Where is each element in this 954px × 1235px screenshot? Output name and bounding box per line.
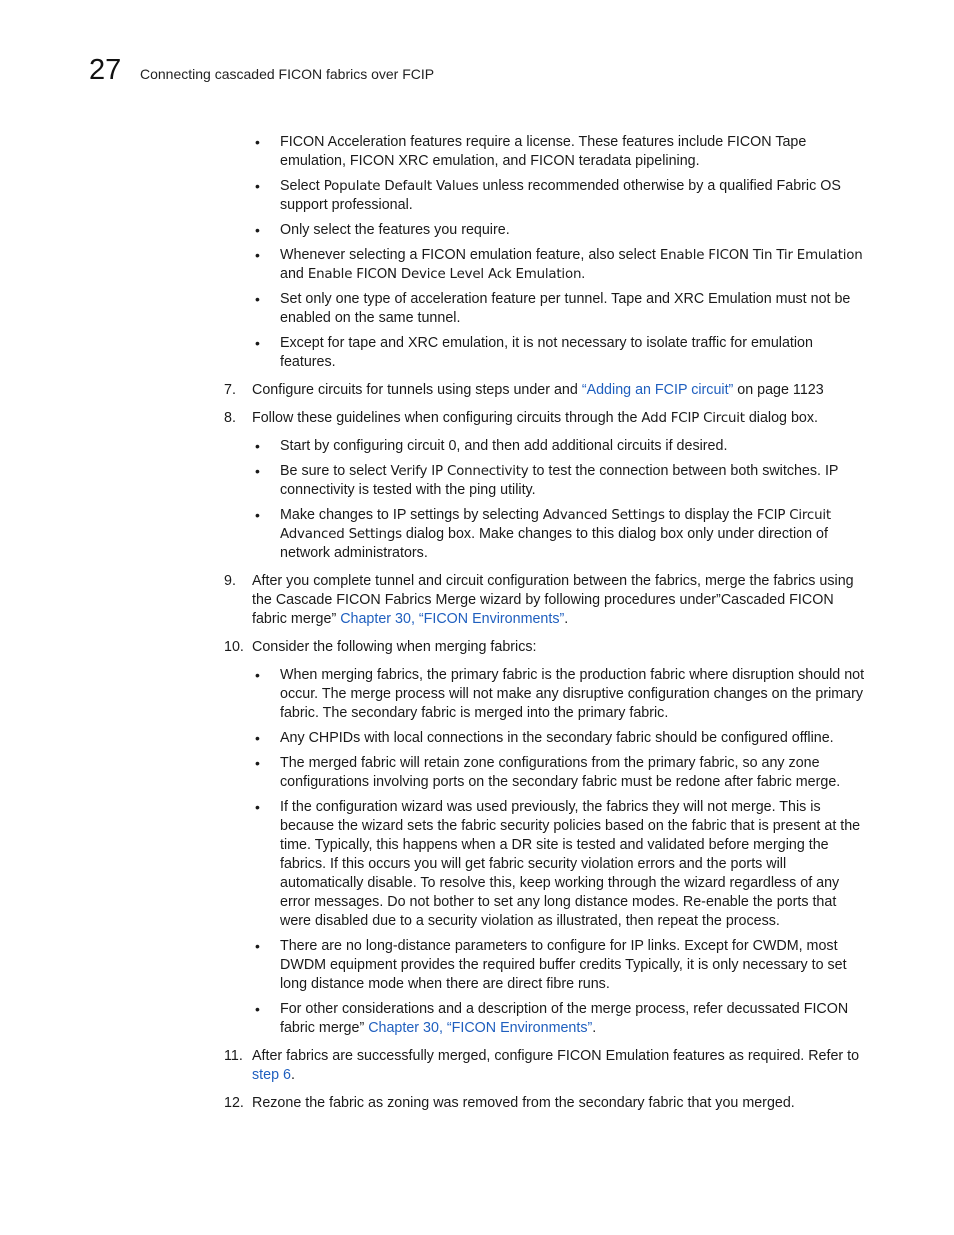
ui-term: Enable FICON Device Level Ack Emulation bbox=[307, 267, 582, 282]
list-item: • FICON Acceleration features require a license. These features include FICON Tape emulation, FICON XRC emulation, and FICON teradata pipelining. bbox=[224, 133, 870, 171]
step-8: 8. Follow these guidelines when configuring circuits through the Add FCIP Circuit dialog box. bbox=[224, 410, 818, 426]
ui-term: Populate Default Values bbox=[323, 179, 479, 194]
ui-term: Verify IP Connectivity bbox=[390, 464, 529, 479]
step-number: 9. bbox=[224, 573, 236, 589]
list-item: • The merged fabric will retain zone configurations from the primary fabric, so any zone configurations involving ports on the secondary fabric must be redone after fabric merge. bbox=[224, 754, 870, 792]
list-item: • Whenever selecting a FICON emulation feature, also select Enable FICON Tin Tir Emulation and Enable FICON Device Level Ack Emulation. bbox=[224, 246, 870, 284]
list-item: • Only select the features you require. bbox=[224, 221, 870, 240]
list-item: • When merging fabrics, the primary fabric is the production fabric where disruption should not occur. The merge process will not make any disruptive configuration changes on the primary fabric. The secondary fabric is merged into the primary fabric. bbox=[224, 666, 870, 723]
chapter-number: 27 bbox=[89, 54, 122, 86]
step-number: 7. bbox=[224, 382, 236, 398]
cross-reference-link[interactable]: “Adding an FCIP circuit” bbox=[581, 382, 734, 398]
list-item: • Any CHPIDs with local connections in the secondary fabric should be configured offline. bbox=[224, 729, 870, 748]
step-7: 7. Configure circuits for tunnels using steps under and “Adding an FCIP circuit” on page 1123 bbox=[224, 382, 824, 398]
step-9: 9. After you complete tunnel and circuit configuration between the fabrics, merge the fabrics using the Cascade FICON Fabrics Merge wizard by following procedures under”Cascaded FICON fabric merge” Chapter 30, “FICON Environments”. bbox=[224, 573, 854, 627]
chapter-title: Connecting cascaded FICON fabrics over FCIP bbox=[140, 66, 435, 82]
cross-reference-link[interactable]: Chapter 30, “FICON Environments” bbox=[340, 611, 565, 627]
step-number: 10. bbox=[224, 639, 244, 655]
ui-term: Enable FICON Tin Tir Emulation bbox=[659, 248, 863, 263]
step-link[interactable]: step 6 bbox=[252, 1067, 291, 1083]
step-11: 11. After fabrics are successfully merged, configure FICON Emulation features as required. Refer to step 6. bbox=[224, 1048, 860, 1083]
ui-term: Advanced Settings bbox=[542, 508, 665, 523]
list-item: • Make changes to IP settings by selecting Advanced Settings to display the FCIP Circuit Advanced Settings dialog box. Make changes to this dialog box only under direction of network administrators. bbox=[224, 506, 870, 563]
step-10: 10. Consider the following when merging fabrics: bbox=[224, 639, 537, 655]
bullet-list-acceleration bbox=[224, 133, 870, 372]
list-item: • Set only one type of acceleration feature per tunnel. Tape and XRC Emulation must not be enabled on the same tunnel. bbox=[224, 290, 870, 328]
step-12: 12. Rezone the fabric as zoning was removed from the secondary fabric that you merged. bbox=[224, 1095, 795, 1111]
list-item: • There are no long-distance parameters to configure for IP links. Except for CWDM, most DWDM equipment provides the required buffer credits Typically, it is only necessary to set long distance mode when there are direct fibre runs. bbox=[224, 937, 870, 994]
list-item: • Select Populate Default Values unless recommended otherwise by a qualified Fabric OS support professional. bbox=[224, 177, 870, 215]
list-item: • Except for tape and XRC emulation, it is not necessary to isolate traffic for emulation features. bbox=[224, 334, 870, 372]
step-number: 12. bbox=[224, 1095, 244, 1111]
step-number: 11. bbox=[224, 1048, 243, 1064]
list-item: • Be sure to select Verify IP Connectivity to test the connection between both switches. IP connectivity is tested with the ping utility. bbox=[224, 462, 870, 500]
list-item: • Start by configuring circuit 0, and then add additional circuits if desired. bbox=[224, 437, 870, 456]
list-item: • If the configuration wizard was used previously, the fabrics they will not merge. This is because the wizard sets the fabric security policies based on the fabric that is present at the time. Typically, this happens when a DR site is tested and validated before merging the fabrics. If this occurs you will get fabric security violation errors and the ports will automatically disable. To resolve this, keep working through the wizard regardless of any error messages. Do not bother to set any long distance modes. Re-enable the ports that were disabled due to a security violation as illustrated, then repeat the process. bbox=[224, 798, 870, 931]
ui-term: Add FCIP Circuit bbox=[641, 411, 745, 426]
list-item: • For other considerations and a description of the merge process, refer decussated FICON fabric merge” Chapter 30, “FICON Environments”. bbox=[224, 1000, 870, 1038]
document-body bbox=[224, 133, 870, 1122]
ui-term: FCIP Circuit Advanced Settings bbox=[280, 508, 831, 542]
bullet-list-circuits bbox=[224, 437, 870, 563]
bullet-list-merge bbox=[224, 666, 870, 1038]
step-number: 8. bbox=[224, 410, 236, 426]
cross-reference-link[interactable]: Chapter 30, “FICON Environments” bbox=[368, 1020, 593, 1036]
